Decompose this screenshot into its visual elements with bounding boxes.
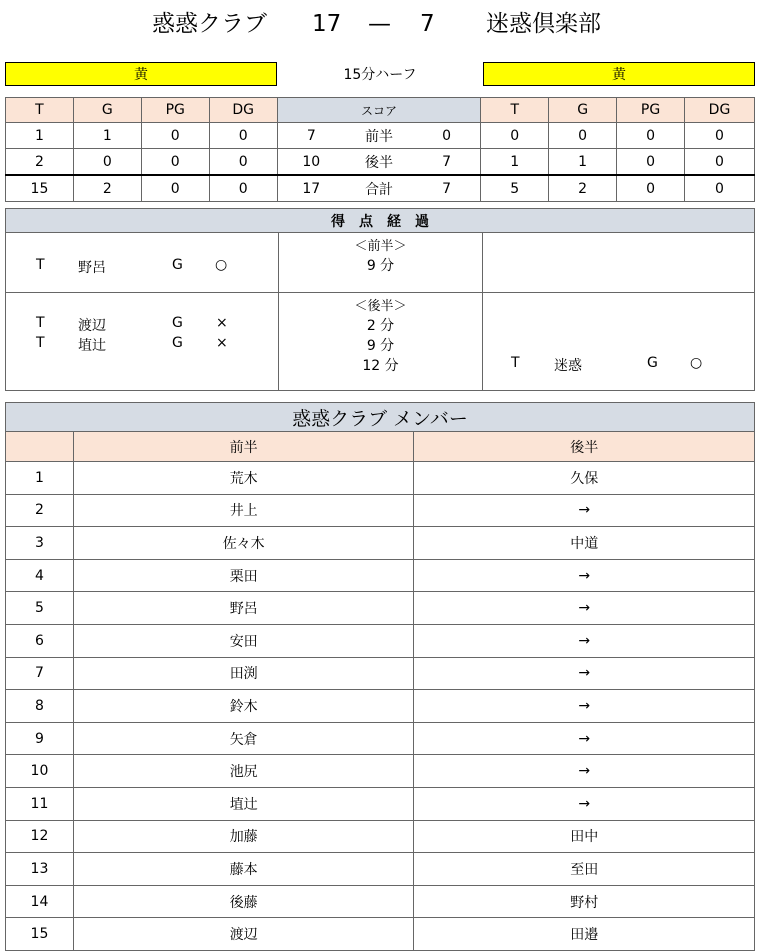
- member-row: [6, 592, 755, 625]
- first-half-home-type: T: [36, 257, 45, 273]
- second-half-home-goal: G: [172, 315, 183, 331]
- score-table-header: [6, 98, 755, 123]
- members-second-half-header: 後半: [414, 432, 755, 462]
- member-second-half: →: [414, 787, 755, 820]
- member-first-half: 埴辻: [73, 787, 414, 820]
- score-dash: —: [368, 11, 391, 37]
- member-row: [6, 722, 755, 755]
- member-row: [6, 624, 755, 657]
- home-dg: 0: [209, 123, 277, 149]
- members-table: [5, 431, 755, 462]
- first-half-label: ＜前半＞: [354, 239, 407, 254]
- members-body: [5, 461, 755, 951]
- score-row-first-half: [6, 123, 755, 149]
- half-label: 前半: [345, 123, 413, 149]
- home-col-g: G: [73, 98, 141, 123]
- member-first-half: 矢倉: [73, 722, 414, 755]
- member-number: 3: [6, 527, 74, 560]
- second-half-away-type: T: [511, 355, 520, 371]
- second-half-minute: 12 分: [362, 358, 399, 374]
- member-row: [6, 527, 755, 560]
- members-first-half-header: 前半: [73, 432, 414, 462]
- first-half-home-goal: G: [172, 257, 183, 273]
- first-half-home-result: ○: [215, 257, 228, 273]
- home-score: 7: [277, 123, 345, 149]
- away-team-name: 迷惑倶楽部: [486, 11, 601, 37]
- member-row: [6, 820, 755, 853]
- member-first-half: 渡辺: [73, 918, 414, 951]
- member-row: [6, 918, 755, 951]
- member-second-half: →: [414, 690, 755, 723]
- member-first-half: 後藤: [73, 885, 414, 918]
- away-col-g: G: [549, 98, 617, 123]
- away-dg: 0: [684, 123, 754, 149]
- home-score: 10: [277, 149, 345, 176]
- member-first-half: 藤本: [73, 853, 414, 886]
- member-second-half: →: [414, 494, 755, 527]
- away-t: 5: [481, 175, 549, 202]
- score-table: [5, 97, 755, 202]
- second-half-minute: 2 分: [366, 318, 395, 334]
- member-first-half: 加藤: [73, 820, 414, 853]
- scoring-progress-section: [5, 208, 755, 391]
- away-score: 7: [413, 175, 481, 202]
- member-number: 11: [6, 787, 74, 820]
- away-col-t: T: [481, 98, 549, 123]
- member-number: 14: [6, 885, 74, 918]
- member-second-half: →: [414, 559, 755, 592]
- second-half-label: ＜後半＞: [354, 299, 407, 314]
- members-header: [6, 432, 755, 462]
- member-first-half: 安田: [73, 624, 414, 657]
- second-half-home-result: ×: [216, 335, 228, 351]
- member-first-half: 鈴木: [73, 690, 414, 723]
- member-number: 6: [6, 624, 74, 657]
- first-half-home-scorer: 野呂: [78, 260, 106, 276]
- home-jersey-color: 黄: [5, 62, 277, 86]
- divider: [6, 292, 754, 293]
- member-number: 2: [6, 494, 74, 527]
- divider: [482, 233, 483, 390]
- away-pg: 0: [617, 123, 685, 149]
- away-dg: 0: [684, 149, 754, 176]
- member-number: 5: [6, 592, 74, 625]
- member-row: [6, 755, 755, 788]
- home-g: 1: [73, 123, 141, 149]
- member-second-half: →: [414, 722, 755, 755]
- member-second-half: 中道: [414, 527, 755, 560]
- member-second-half: →: [414, 755, 755, 788]
- scoring-progress-header: 得 点 経 過: [6, 209, 754, 233]
- member-row: [6, 462, 755, 495]
- member-number: 4: [6, 559, 74, 592]
- second-half-home-scorer: 埴辻: [78, 338, 106, 354]
- away-pg: 0: [617, 175, 685, 202]
- member-row: [6, 559, 755, 592]
- member-first-half: 佐々木: [73, 527, 414, 560]
- member-first-half: 荒木: [73, 462, 414, 495]
- member-number: 9: [6, 722, 74, 755]
- away-col-pg: PG: [617, 98, 685, 123]
- member-second-half: 久保: [414, 462, 755, 495]
- away-score: 7: [413, 149, 481, 176]
- member-first-half: 井上: [73, 494, 414, 527]
- home-col-dg: DG: [209, 98, 277, 123]
- score-col-header: スコア: [277, 98, 481, 123]
- second-half-home-type: T: [36, 315, 45, 331]
- away-score: 0: [413, 123, 481, 149]
- home-g: 2: [73, 175, 141, 202]
- member-second-half: 田中: [414, 820, 755, 853]
- away-col-dg: DG: [684, 98, 754, 123]
- member-number: 10: [6, 755, 74, 788]
- home-col-t: T: [6, 98, 74, 123]
- home-dg: 0: [209, 175, 277, 202]
- member-row: [6, 657, 755, 690]
- away-t: 1: [481, 149, 549, 176]
- member-first-half: 野呂: [73, 592, 414, 625]
- home-pg: 0: [141, 149, 209, 176]
- away-t: 0: [481, 123, 549, 149]
- second-half-home-scorer: 渡辺: [78, 318, 106, 334]
- member-second-half: 田邉: [414, 918, 755, 951]
- second-half-away-result: ○: [690, 355, 703, 371]
- half-label: 合計: [345, 175, 413, 202]
- member-first-half: 池尻: [73, 755, 414, 788]
- match-format: 15分ハーフ: [343, 67, 417, 83]
- second-half-home-type: T: [36, 335, 45, 351]
- away-pg: 0: [617, 149, 685, 176]
- member-first-half: 栗田: [73, 559, 414, 592]
- member-row: [6, 787, 755, 820]
- member-row: [6, 885, 755, 918]
- members-no-header: [6, 432, 74, 462]
- second-half-home-goal: G: [172, 335, 183, 351]
- away-jersey-color: 黄: [483, 62, 755, 86]
- member-row: [6, 494, 755, 527]
- member-number: 1: [6, 462, 74, 495]
- member-row: [6, 690, 755, 723]
- away-dg: 0: [684, 175, 754, 202]
- away-g: 2: [549, 175, 617, 202]
- away-g: 1: [549, 149, 617, 176]
- member-number: 7: [6, 657, 74, 690]
- home-pg: 0: [141, 175, 209, 202]
- home-g: 0: [73, 149, 141, 176]
- member-first-half: 田渕: [73, 657, 414, 690]
- member-number: 15: [6, 918, 74, 951]
- second-half-home-result: ×: [216, 315, 228, 331]
- member-number: 13: [6, 853, 74, 886]
- home-score: 17: [277, 175, 345, 202]
- member-second-half: 野村: [414, 885, 755, 918]
- second-half-away-scorer: 迷惑: [554, 358, 582, 374]
- home-final-score: 17: [312, 11, 342, 37]
- score-row-second-half: [6, 149, 755, 176]
- member-second-half: →: [414, 657, 755, 690]
- home-team-name: 惑惑クラブ: [152, 11, 267, 37]
- second-half-minute: 9 分: [366, 338, 395, 354]
- home-t: 1: [6, 123, 74, 149]
- half-label: 後半: [345, 149, 413, 176]
- members-title: 惑惑クラブ メンバー: [5, 402, 755, 432]
- member-number: 8: [6, 690, 74, 723]
- member-second-half: →: [414, 592, 755, 625]
- away-g: 0: [549, 123, 617, 149]
- member-number: 12: [6, 820, 74, 853]
- member-second-half: →: [414, 624, 755, 657]
- away-final-score: 7: [420, 11, 435, 37]
- member-row: [6, 853, 755, 886]
- score-row-total: [6, 175, 755, 202]
- home-col-pg: PG: [141, 98, 209, 123]
- home-t: 2: [6, 149, 74, 176]
- home-pg: 0: [141, 123, 209, 149]
- home-dg: 0: [209, 149, 277, 176]
- home-t: 15: [6, 175, 74, 202]
- second-half-away-goal: G: [647, 355, 658, 371]
- first-half-minute: 9 分: [366, 258, 395, 274]
- member-second-half: 至田: [414, 853, 755, 886]
